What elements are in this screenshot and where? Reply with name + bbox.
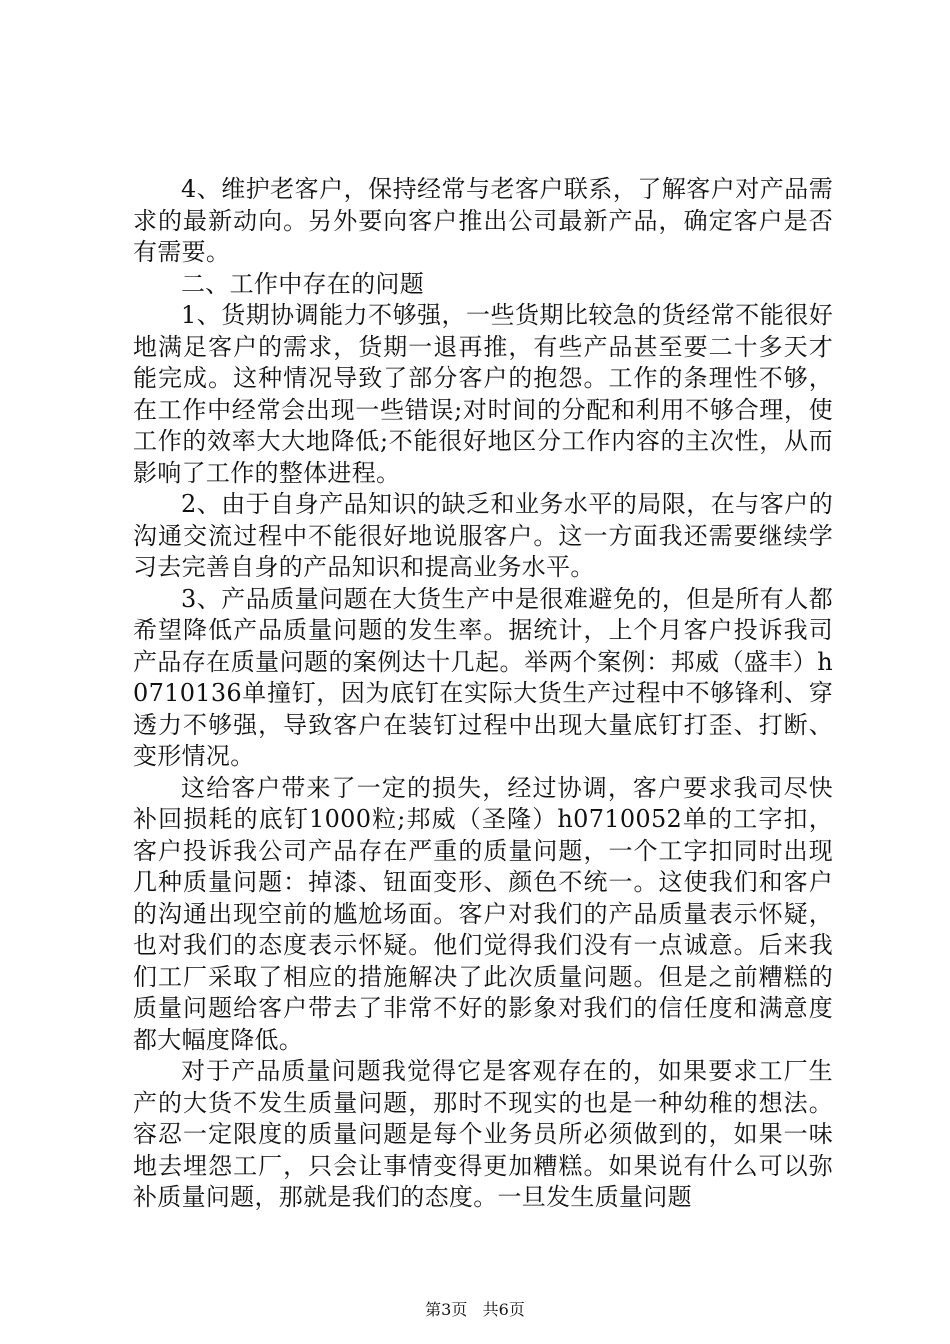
paragraph-problem-3: 3、产品质量问题在大货生产中是很难避免的，但是所有人都希望降低产品质量问题的发生率。据统计，上个月客户投诉我司产品存在质量问题的案例达十几起。举两个案例：邦威（盛丰）h0710136单撞钉，因为底钉在实际大货生产过程中不够锋利、穿透力不够强，导致客户在装钉过程中出现大量底钉打歪、打断、变形情况。 [133,584,833,770]
document-body [133,174,833,1214]
page-number: 第3页 [425,1300,468,1319]
section-heading-problems: 二、工作中存在的问题 [181,269,424,298]
paragraph-problem-2: 2、由于自身产品知识的缺乏和业务水平的局限，在与客户的沟通交流过程中不能很好地说服客户。这一方面我还需要继续学习去完善自身的产品知识和提高业务水平。 [133,490,833,581]
paragraph-maintain-customers: 4、维护老客户，保持经常与老客户联系，了解客户对产品需求的最新动向。另外要向客户推出公司最新产品，确定客户是否有需要。 [133,175,833,266]
page-footer [0,1300,950,1320]
page-total: 共6页 [482,1300,525,1319]
paragraph-quality-attitude: 对于产品质量问题我觉得它是客观存在的，如果要求工厂生产的大货不发生质量问题，那时不现实的也是一种幼稚的想法。容忍一定限度的质量问题是每个业务员所必须做到的，如果一味地去埋怨工厂，只会让事情变得更加糟糕。如果说有什么可以弥补质量问题，那就是我们的态度。一旦发生质量问题 [133,1057,833,1211]
paragraph-loss-case: 这给客户带来了一定的损失，经过协调，客户要求我司尽快补回损耗的底钉1000粒;邦威（圣隆）h0710052单的工字扣，客户投诉我公司产品存在严重的质量问题，一个工字扣同时出现几种质量问题：掉漆、钮面变形、颜色不统一。这使我们和客户的沟通出现空前的尴尬场面。客户对我们的产品质量表示怀疑，也对我们的态度表示怀疑。他们觉得我们没有一点诚意。后来我们工厂采取了相应的措施解决了此次质量问题。但是之前糟糕的质量问题给客户带去了非常不好的影象对我们的信任度和满意度都大幅度降低。 [133,773,833,1054]
paragraph-problem-1: 1、货期协调能力不够强，一些货期比较急的货经常不能很好地满足客户的需求，货期一退再推，有些产品甚至要二十多天才能完成。这种情况导致了部分客户的抱怨。工作的条理性不够，在工作中经常会出现一些错误;对时间的分配和利用不够合理，使工作的效率大大地降低;不能很好地区分工作内容的主次性，从而影响了工作的整体进程。 [133,301,833,487]
